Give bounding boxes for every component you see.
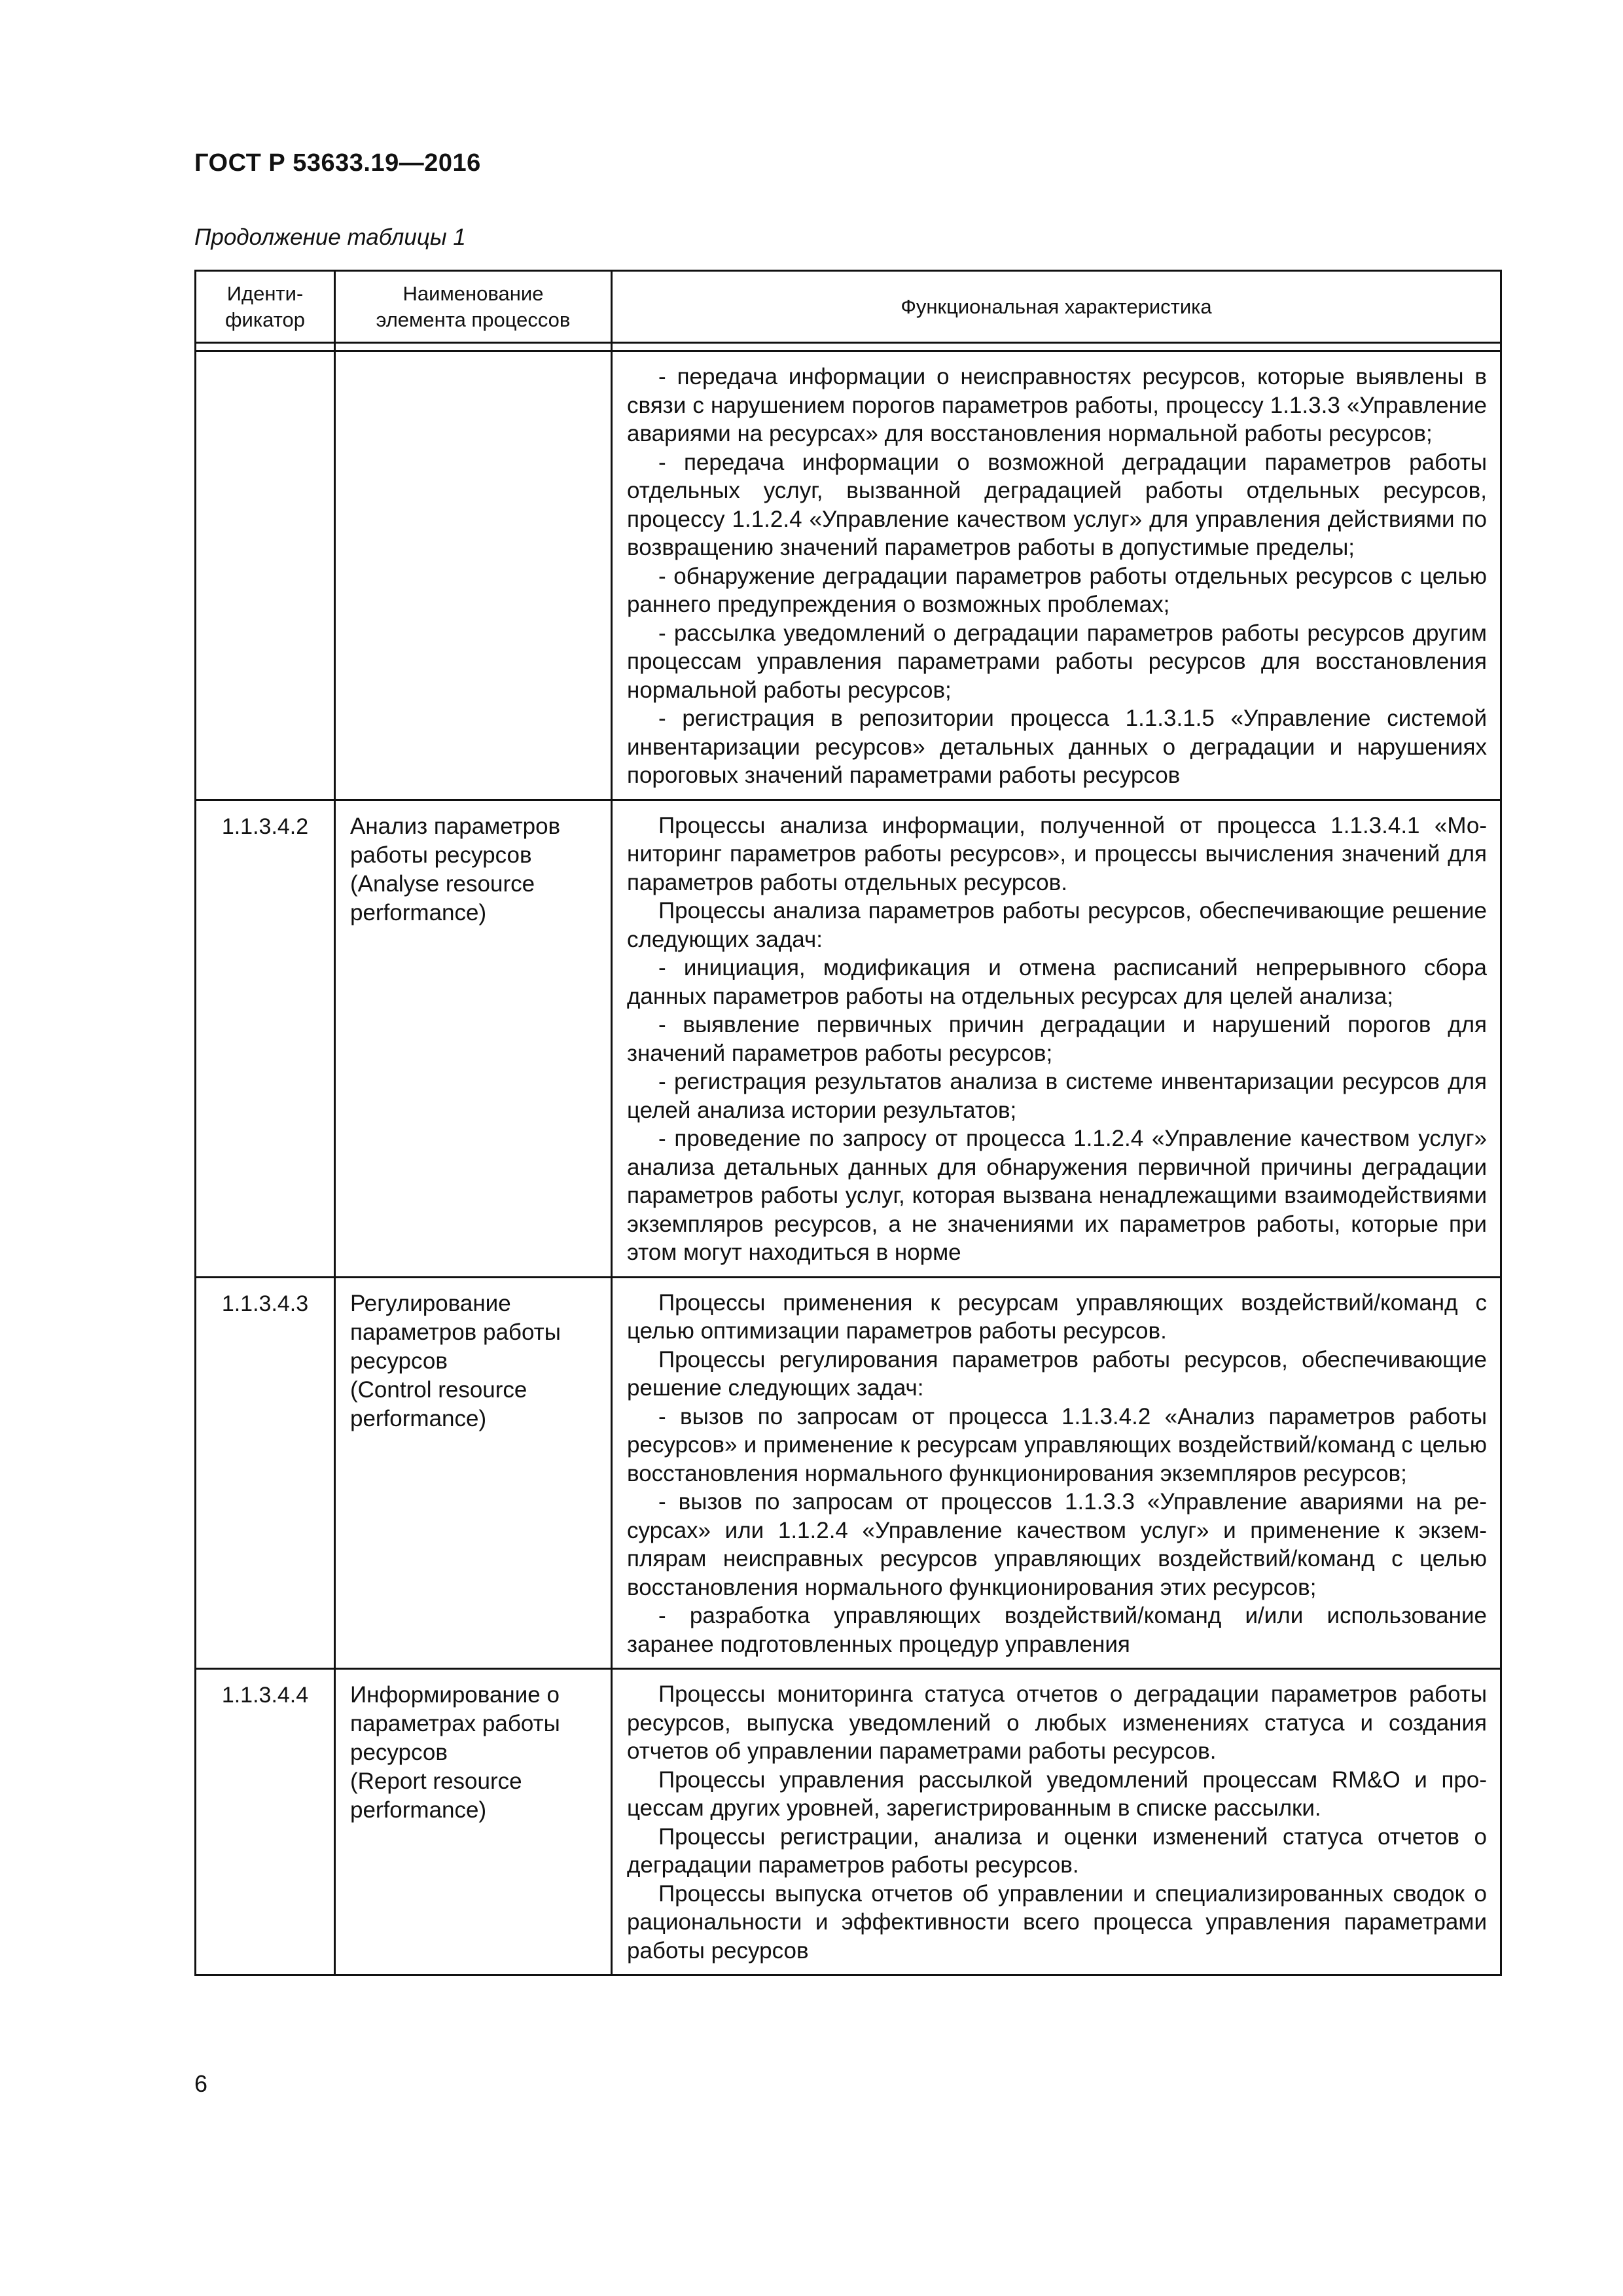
functional-description-cell [612,800,1501,1277]
description-paragraph: Процессы мониторинга статуса отчетов о деградации параметров работы ресурсов, выпуска уведомлений о любых изменениях статуса и создания отчетов об управлении параметрами работы ресурсов. [627,1681,1487,1764]
process-name-line: Анализ параметров [350,813,561,839]
process-name-line: performance) [350,899,487,925]
process-name-line: (Analyse resource [350,870,535,897]
description-paragraph: - регистрация в репозитории процесса 1.1.3.1.5 «Управление системой инвентаризации ресурсов» детальных данных о деградации и нарушениях пороговых значений параметрами работы ресурсов [627,706,1487,788]
description-paragraph: - обнаружение деградации параметров работы отдельных ресурсов с целью раннего предупреждения о возможных проблемах; [627,563,1487,617]
description-paragraph: Процессы анализа параметров работы ресурсов, обеспечивающие решение следующих задач: [627,898,1487,952]
process-id-cell: 1.1.3.4.2 [196,800,335,1277]
description-paragraph: - рассылка уведомлений о деградации параметров работы ресурсов другим процессам управления параметрами работы ресурсов для восстановления нормальной работы ресурсов; [627,620,1487,703]
process-name-line: (Control resource [350,1376,527,1403]
process-name-line: Информирование о [350,1682,560,1708]
description-paragraph: Процессы управления рассылкой уведомлений процессам RM&O и процессам других уровней, зарегистрированным в списке рассылки. [627,1767,1487,1821]
description-paragraph: - вызов по запросам от процессов 1.1.3.3 «Управление авариями на ресурсах» или 1.1.2.4 «Управление качеством услуг» и применение к экземплярам неисправных ресурсов управляющих воздействий/команд с целью восстановления нормального функционирования этих ресурсов; [627,1489,1487,1600]
process-name-line: параметров работы [350,1319,561,1345]
description-paragraph: - инициация, модификация и отмена расписаний непрерывного сбора данных параметров работы на отдельных ресурсах для целей анализа; [627,955,1487,1009]
process-id-cell: 1.1.3.4.4 [196,1669,335,1975]
table-row [196,351,1501,800]
table-row [196,800,1501,1277]
functional-description-cell [612,1277,1501,1669]
table-caption: Продолжение таблицы 1 [194,224,466,250]
description-paragraph: Процессы анализа информации, полученной от процесса 1.1.3.4.1 «Мониторинг параметров работы ресурсов», и процессы вычисления значений для параметров работы отдельных ресурсов. [627,812,1487,895]
process-name-cell [335,351,612,800]
process-name-cell [335,1277,612,1669]
column-header-name [335,271,612,343]
column-header-line: фикатор [225,308,305,331]
process-name-line: Регулирование [350,1290,511,1316]
process-name-line: работы ресурсов [350,842,532,868]
document-code: ГОСТ Р 53633.19—2016 [194,149,481,177]
table-body [196,351,1501,1975]
column-header-description [612,271,1501,343]
description-paragraph: Процессы выпуска отчетов об управлении и специализированных сводок о рациональности и эффективности всего процесса управления параметрами работы ресурсов [627,1880,1487,1964]
description-paragraph: - передача информации о неисправностях ресурсов, которые выявлены в связи с нарушением порогов параметров работы, процессу 1.1.3.3 «Управление авариями на ресурсах» для восстановления нормальной работы ресурсов; [627,364,1487,446]
description-paragraph: - проведение по запросу от процесса 1.1.2.4 «Управление качеством услуг» анализа детальных данных для обнаружения первичной причины деградации параметров работы услуг, которая вызвана ненадлежащими взаимодействиями экземпляров ресурсов, а не значениями их параметров работы, которые при этом могут находиться в норме [627,1126,1487,1265]
process-name-line: (Report resource [350,1768,522,1794]
column-header-line: Функциональная характеристика [901,295,1212,318]
column-header-line: элемента процессов [376,308,571,331]
process-id-cell [196,351,335,800]
description-paragraph: - вызов по запросам от процесса 1.1.3.4.2 «Анализ параметров работы ресурсов» и применение к ресурсам управляющих воздействий/команд с целью восстановления нормального функционирования экземпляров ресурсов; [627,1403,1487,1486]
column-header-id [196,271,335,343]
process-name-cell [335,800,612,1277]
column-header-line: Наименование [402,281,544,305]
description-paragraph: - выявление первичных причин деградации и нарушений порогов для значений параметров работы ресурсов; [627,1012,1487,1066]
column-header-line: Иденти- [226,281,304,305]
description-paragraph: Процессы регулирования параметров работы ресурсов, обеспечивающие решение следующих задач: [627,1346,1487,1401]
process-name-line: ресурсов [350,1740,448,1765]
page-number: 6 [194,2070,208,2097]
functional-description-cell [612,351,1501,800]
process-name-line: performance) [350,1797,487,1823]
process-name-line: параметрах работы [350,1711,560,1736]
description-paragraph: Процессы регистрации, анализа и оценки изменений статуса отчетов о деградации параметров работы ресурсов. [627,1823,1487,1878]
table-row [196,1277,1501,1669]
table-header-row [196,271,1501,343]
process-table [194,270,1502,1976]
process-id-cell: 1.1.3.4.3 [196,1277,335,1669]
functional-description-cell [612,1669,1501,1975]
description-paragraph: - передача информации о возможной деградации параметров работы отдельных услуг, вызванной деградацией работы отдельных ресурсов, процессу 1.1.2.4 «Управление качеством услуг» для управления действиями по возвращению значений параметров работы в допустимые пределы; [627,449,1487,560]
process-name-line: ресурсов [350,1348,448,1374]
description-paragraph: - регистрация результатов анализа в системе инвентаризации ресурсов для целей анализа истории результатов; [627,1069,1487,1123]
description-paragraph: Процессы применения к ресурсам управляющих воздействий/команд с целью оптимизации параметров работы ресурсов. [627,1289,1487,1344]
process-name-line: performance) [350,1405,487,1431]
description-paragraph: - разработка управляющих воздействий/команд и/или использование заранее подготовленных процедур управления [627,1603,1487,1657]
table-row [196,1669,1501,1975]
header-separator [196,343,1501,351]
process-name-cell [335,1669,612,1975]
